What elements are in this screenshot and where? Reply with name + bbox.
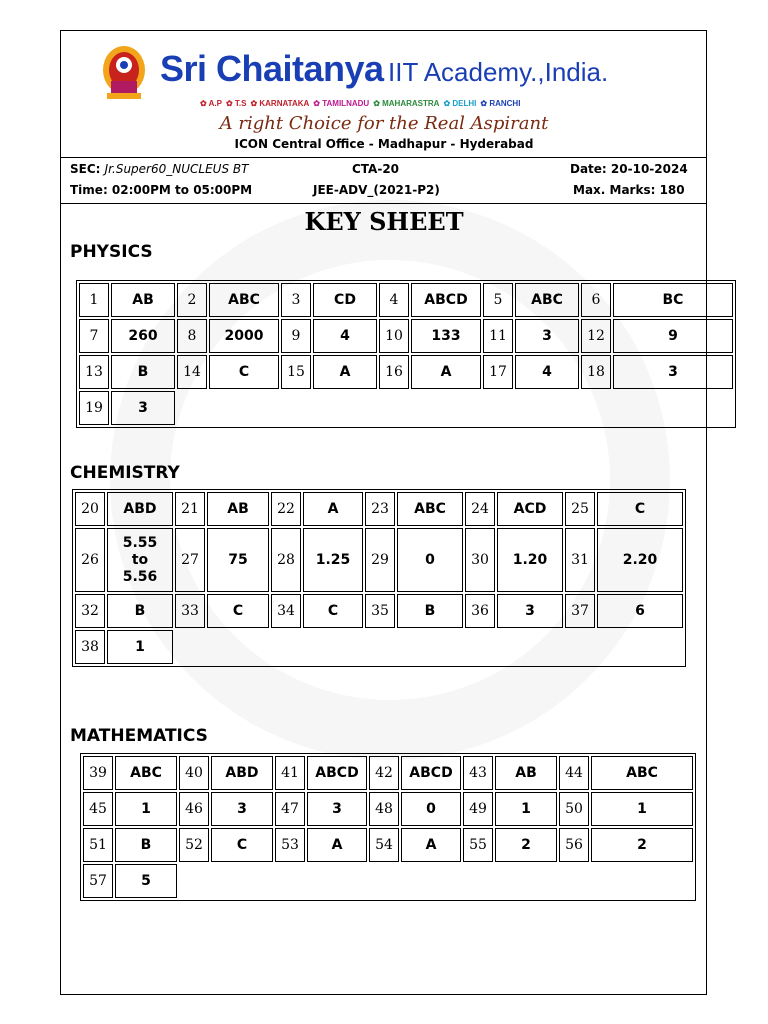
question-number: 17 [483,355,513,389]
divider [60,203,707,204]
question-number: 55 [463,828,493,862]
answer-key: B [115,828,177,862]
answer-key: 2 [591,828,693,862]
answer-key: ABC [515,283,579,317]
question-number: 30 [465,528,495,592]
state-item: ✿ DELHI [443,99,477,108]
question-number: 1 [79,283,109,317]
answer-key: B [397,594,463,628]
answer-key: 3 [307,792,367,826]
question-number: 19 [79,391,109,425]
question-number: 5 [483,283,513,317]
answer-key: ABC [209,283,279,317]
answer-key: A [313,355,377,389]
state-list [200,99,524,108]
question-number: 32 [75,594,105,628]
state-item: ✿ MAHARASTRA [373,99,440,108]
answer-key: BC [613,283,733,317]
table-row [75,492,683,526]
question-number: 31 [565,528,595,592]
answer-key: ABCD [307,756,367,790]
table-row [83,864,693,898]
answer-key: ABCD [411,283,481,317]
question-number: 2 [177,283,207,317]
question-number: 10 [379,319,409,353]
answer-key: ABC [115,756,177,790]
question-number: 48 [369,792,399,826]
answer-key: 6 [597,594,683,628]
question-number: 51 [83,828,113,862]
question-number: 28 [271,528,301,592]
answer-key: C [597,492,683,526]
question-number: 13 [79,355,109,389]
answer-key: ABCD [401,756,461,790]
answer-key: 4 [515,355,579,389]
question-number: 29 [365,528,395,592]
question-number: 4 [379,283,409,317]
section-heading-chemistry: CHEMISTRY [70,463,180,483]
answer-key: ACD [497,492,563,526]
question-number: 20 [75,492,105,526]
question-number: 34 [271,594,301,628]
question-number: 57 [83,864,113,898]
answer-key: 1 [591,792,693,826]
table-row [83,756,693,790]
divider [60,157,707,158]
answer-key: 2000 [209,319,279,353]
key-sheet-title: KEY SHEET [304,207,464,236]
question-number: 50 [559,792,589,826]
answer-key: AB [207,492,269,526]
exam-time: Time: 02:00PM to 05:00PM [70,183,253,197]
answer-key: 0 [401,792,461,826]
state-item: ✿ T.S [225,99,247,108]
answer-key: CD [313,283,377,317]
answer-key: A [303,492,363,526]
answer-key: 1 [495,792,557,826]
answer-key: ABC [591,756,693,790]
answer-key: 2.20 [597,528,683,592]
answer-key: A [401,828,461,862]
table-row [75,630,683,664]
answer-key: B [111,355,175,389]
question-number: 24 [465,492,495,526]
question-number: 45 [83,792,113,826]
answer-key: AB [495,756,557,790]
question-number: 54 [369,828,399,862]
answer-key: 4 [313,319,377,353]
question-number: 44 [559,756,589,790]
question-number: 14 [177,355,207,389]
question-number: 39 [83,756,113,790]
answer-key: A [411,355,481,389]
answer-key: 1 [115,792,177,826]
table-row [79,355,733,389]
question-number: 25 [565,492,595,526]
question-number: 3 [281,283,311,317]
sec-label: SEC: [70,162,101,176]
answer-key: ABD [211,756,273,790]
institution-logo [101,43,147,101]
question-number: 7 [79,319,109,353]
state-item: ✿ RANCHI [480,99,521,108]
state-item: ✿ A.P [200,99,222,108]
section-heading-physics: PHYSICS [70,242,153,262]
table-row [83,828,693,862]
answer-key: ABD [107,492,173,526]
answer-key: C [211,828,273,862]
answer-key: 5.55 to 5.56 [107,528,173,592]
answer-key: C [207,594,269,628]
question-number: 47 [275,792,305,826]
answer-key: 3 [497,594,563,628]
question-number: 43 [463,756,493,790]
question-number: 41 [275,756,305,790]
question-number: 38 [75,630,105,664]
brand-name: Sri Chaitanya [160,48,384,89]
answer-key: 260 [111,319,175,353]
answer-key: 1 [107,630,173,664]
question-number: 40 [179,756,209,790]
answer-key: 2 [495,828,557,862]
question-number: 15 [281,355,311,389]
table-row [75,594,683,628]
section-info [70,162,248,176]
table-row [79,319,733,353]
state-item: ✿ KARNATAKA [250,99,310,108]
answer-key: 1.25 [303,528,363,592]
question-number: 46 [179,792,209,826]
table-row [75,528,683,592]
question-number: 9 [281,319,311,353]
question-number: 35 [365,594,395,628]
question-number: 49 [463,792,493,826]
office-address: ICON Central Office - Madhapur - Hyderabad [234,137,534,151]
answer-key: 133 [411,319,481,353]
section-heading-mathematics: MATHEMATICS [70,726,208,746]
state-item: ✿ TAMILNADU [313,99,370,108]
question-number: 6 [581,283,611,317]
answer-key: ABC [397,492,463,526]
exam-pattern: JEE-ADV_(2021-P2) [313,183,440,197]
question-number: 26 [75,528,105,592]
question-number: 8 [177,319,207,353]
question-number: 11 [483,319,513,353]
brand-subtitle: IIT Academy.,India. [388,57,609,87]
question-number: 42 [369,756,399,790]
answer-key: 3 [211,792,273,826]
question-number: 27 [175,528,205,592]
answer-key: 9 [613,319,733,353]
answer-key: A [307,828,367,862]
table-row [79,391,733,425]
brand-title [160,48,608,90]
test-code: CTA-20 [352,162,400,176]
answer-key: B [107,594,173,628]
question-number: 36 [465,594,495,628]
question-number: 33 [175,594,205,628]
answer-key: 5 [115,864,177,898]
question-number: 12 [581,319,611,353]
answer-key: 3 [111,391,175,425]
answer-key: C [209,355,279,389]
answer-key: C [303,594,363,628]
question-number: 22 [271,492,301,526]
sec-value: Jr.Super60_NUCLEUS BT [104,162,249,176]
question-number: 56 [559,828,589,862]
question-number: 18 [581,355,611,389]
table-row [83,792,693,826]
question-number: 52 [179,828,209,862]
question-number: 37 [565,594,595,628]
answer-key: 3 [613,355,733,389]
answer-key: 0 [397,528,463,592]
question-number: 16 [379,355,409,389]
tagline: A right Choice for the Real Aspirant [219,113,549,134]
exam-date: Date: 20-10-2024 [570,162,688,176]
question-number: 21 [175,492,205,526]
table-row [79,283,733,317]
answer-key: 3 [515,319,579,353]
max-marks: Max. Marks: 180 [573,183,685,197]
answer-key: AB [111,283,175,317]
question-number: 23 [365,492,395,526]
answer-key: 75 [207,528,269,592]
answer-key: 1.20 [497,528,563,592]
question-number: 53 [275,828,305,862]
